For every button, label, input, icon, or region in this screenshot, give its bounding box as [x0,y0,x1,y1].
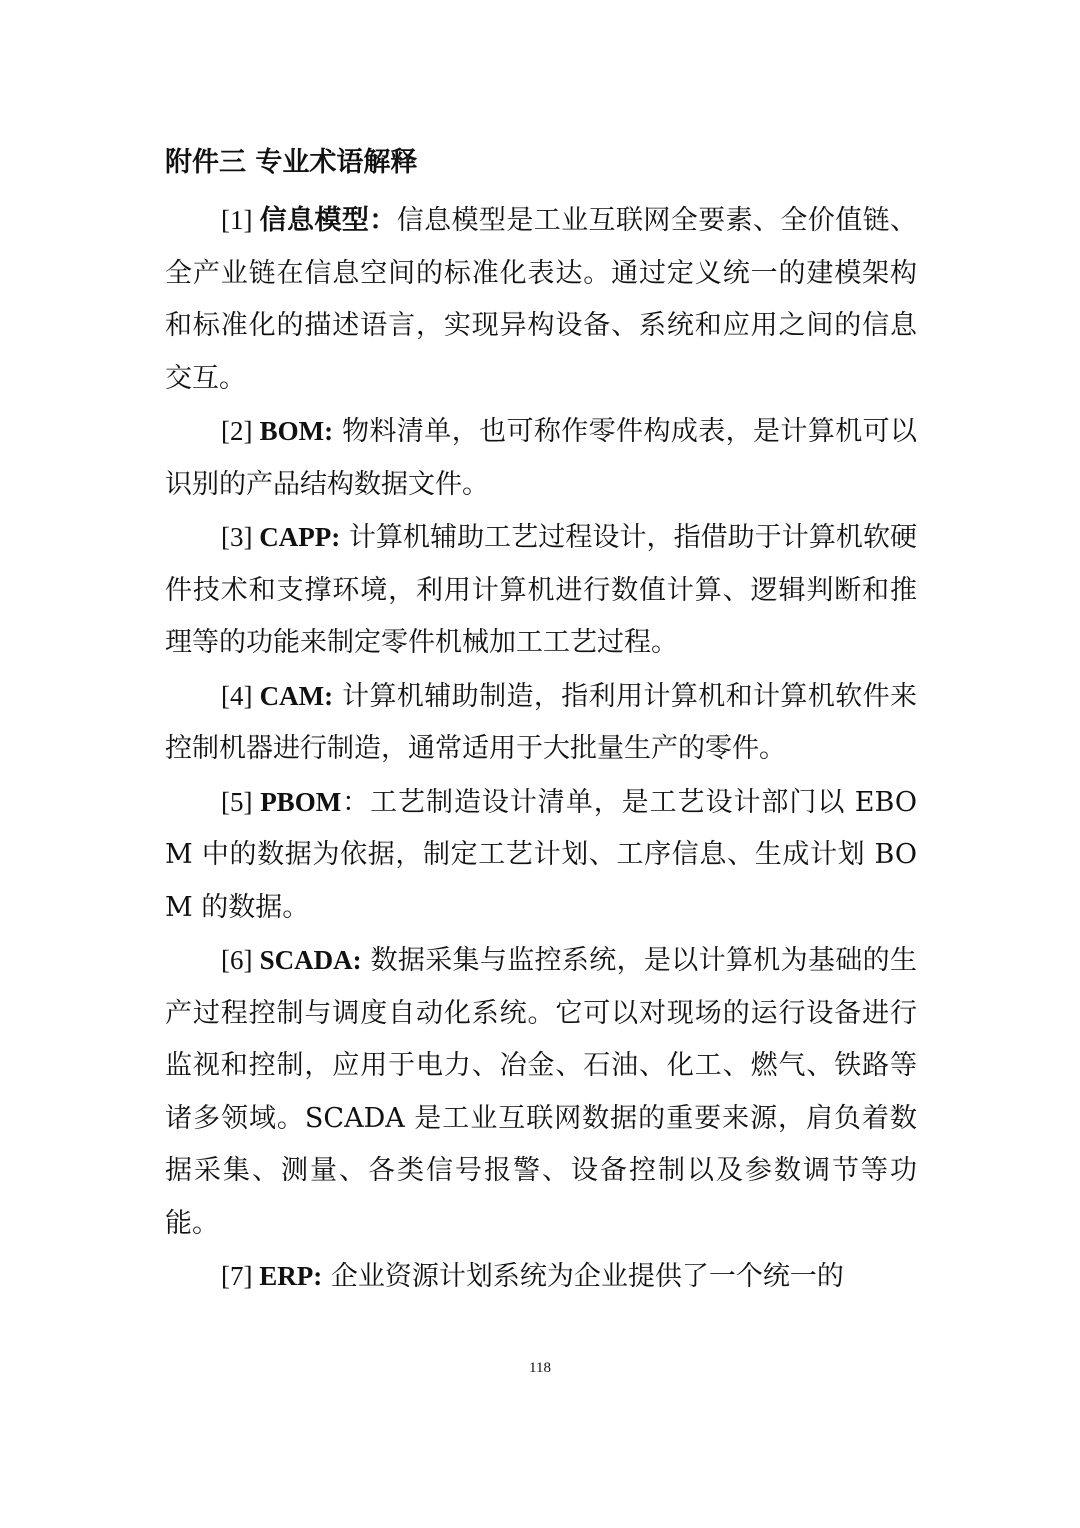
term-number: [7] [221,1261,260,1291]
document-page [165,140,917,1304]
term-number: [4] [221,680,260,711]
term-name: ERP: [259,1261,323,1291]
term-name: PBOM [260,786,342,817]
term-entry-capp [165,511,917,670]
term-name: CAPP: [259,522,341,552]
term-entry-information-model [165,194,917,405]
term-entry-scada [165,934,917,1250]
page-number: 118 [529,1360,551,1376]
term-name: 信息模型： [259,205,397,236]
term-number: [1] [221,205,260,235]
term-entry-erp [165,1250,917,1304]
term-number: [2] [221,416,260,446]
term-name: CAM: [259,680,334,711]
appendix-heading: 附件三 专业术语解释 [165,147,418,178]
term-name: SCADA: [259,945,362,975]
term-number: [6] [221,945,260,975]
term-definition: 物料清单，也可称作零件构成表，是计算机可以识别的产品结构数据文件。 [165,416,917,500]
term-definition: 信息模型是工业互联网全要素、全价值链、全产业链在信息空间的标准化表达。通过定义统一的建模架构和标准化的描述语言，实现异构设备、系统和应用之间的信息交互。 [165,205,918,394]
term-number: [3] [221,522,260,552]
term-number: [5] [221,786,261,817]
term-definition: 计算机辅助工艺过程设计，指借助于计算机软硬件技术和支撑环境，利用计算机进行数值计算、逻辑判断和推理等的功能来制定零件机械加工工艺过程。 [165,522,917,658]
term-definition: 企业资源计划系统为企业提供了一个统一的 [322,1261,844,1292]
term-definition: ：工艺制造设计清单，是工艺设计部门以 EBOM 中的数据为依据，制定工艺计划、工序信息、生成计划 BOM 的数据。 [165,786,917,923]
term-entry-cam [165,670,917,776]
term-definition: 计算机辅助制造，指利用计算机和计算机软件来控制机器进行制造，通常适用于大批量生产的零件。 [165,680,917,764]
term-entry-bom [165,405,917,511]
term-name: BOM: [259,416,334,446]
term-definition: 数据采集与监控系统，是以计算机为基础的生产过程控制与调度自动化系统。它可以对现场的运行设备进行监视和控制，应用于电力、冶金、石油、化工、燃气、铁路等诸多领域。SCADA 是工业互联网数据的重要来源，肩负着数据采集、测量、各类信号报警、设备控制以及参数调节等功能。 [165,945,917,1239]
term-entry-pbom [165,776,917,935]
